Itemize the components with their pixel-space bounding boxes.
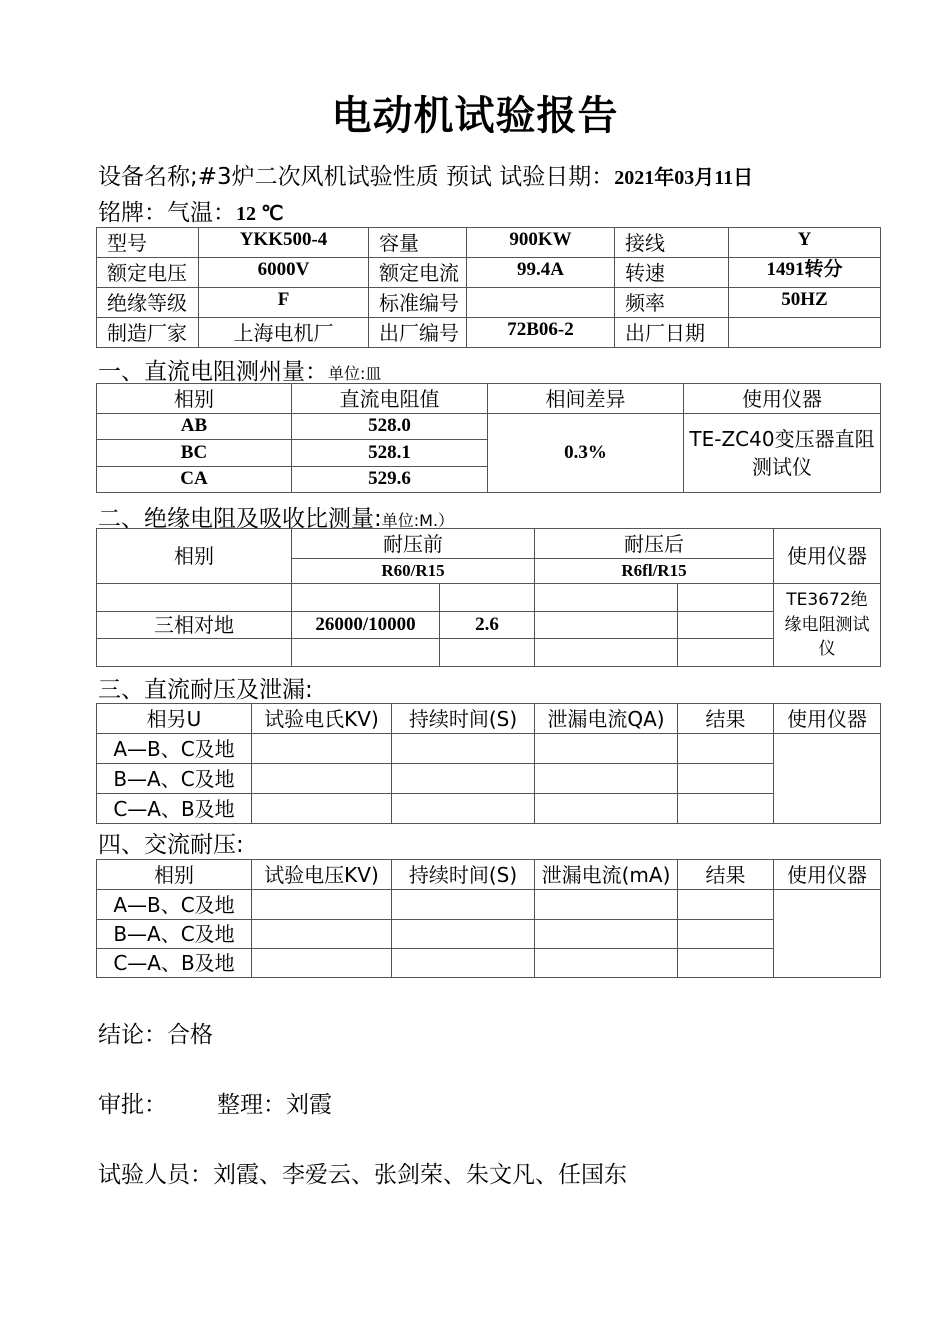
col-header: 耐压前	[292, 529, 535, 559]
difference-cell: 0.3%	[488, 414, 684, 493]
col-header: 相别	[97, 529, 292, 584]
col-header: 使用仪器	[774, 860, 881, 890]
phase-cell: B—A、C及地	[97, 764, 252, 794]
equipment-info: 设备名称;#3炉二次风机试验性质 预试 试验日期：	[98, 164, 615, 190]
section3-title: 三、直流耐压及泄漏:	[98, 677, 313, 703]
phase-cell: A—B、C及地	[97, 734, 252, 764]
np-value: 99.4A	[467, 258, 615, 288]
col-header: 相别	[97, 384, 292, 414]
test-date: 2021年03月11日	[614, 167, 754, 189]
np-value: 50HZ	[729, 288, 881, 318]
np-label: 接线	[615, 228, 729, 258]
np-label: 出厂日期	[615, 318, 729, 348]
np-value: Y	[729, 228, 881, 258]
np-label: 出厂编号	[369, 318, 467, 348]
col-header: 耐压后	[535, 529, 774, 559]
np-label: 容量	[369, 228, 467, 258]
np-value: 上海电机厂	[199, 318, 369, 348]
empty-cell	[440, 639, 535, 667]
section4-title: 四、交流耐压:	[98, 832, 244, 858]
col-header: 使用仪器	[774, 529, 881, 584]
empty-cell	[440, 584, 535, 612]
col-header: 试验电氏KV)	[252, 704, 392, 734]
empty-cell	[678, 584, 774, 612]
np-value: 72B06-2	[467, 318, 615, 348]
col-header: 泄漏电流(mA)	[535, 860, 678, 890]
approval-label: 审批：	[98, 1092, 167, 1118]
phase-cell: A—B、C及地	[97, 890, 252, 920]
absorption-ratio: 2.6	[440, 612, 535, 639]
np-value: 1491转分	[729, 258, 881, 288]
resistance-value: 26000/10000	[292, 612, 440, 639]
col-header: 直流电阻值	[292, 384, 488, 414]
dc-withstand-table	[96, 703, 881, 824]
resistance-cell: 528.0	[292, 414, 488, 440]
resistance-cell: 528.1	[292, 440, 488, 467]
np-label: 标准编号	[369, 288, 467, 318]
phase-cell: 三相对地	[97, 612, 292, 639]
np-value: 900KW	[467, 228, 615, 258]
temperature: 12 ℃	[236, 203, 284, 225]
report-title: 电动机试验报告	[331, 92, 619, 139]
np-value: F	[199, 288, 369, 318]
ratio-header: R60/R15	[292, 559, 535, 584]
np-label: 频率	[615, 288, 729, 318]
section1-title: 一、直流电阻测州量：单位:皿	[98, 359, 382, 385]
insulation-table	[96, 528, 881, 667]
phase-cell: B—A、C及地	[97, 920, 252, 949]
empty-cell	[97, 584, 292, 612]
organizer: 整理：刘霞	[217, 1092, 332, 1118]
empty-cell	[292, 584, 440, 612]
np-label: 额定电流	[369, 258, 467, 288]
ac-withstand-table	[96, 859, 881, 978]
np-label: 制造厂家	[97, 318, 199, 348]
empty-cell	[535, 584, 678, 612]
nameplate-temp-label: 铭牌：气温：	[98, 200, 236, 226]
empty-cell	[535, 612, 678, 639]
np-label: 绝缘等级	[97, 288, 199, 318]
resistance-cell: 529.6	[292, 467, 488, 493]
col-header: 泄漏电流QA)	[535, 704, 678, 734]
col-header: 使用仪器	[684, 384, 881, 414]
header-line-2	[98, 194, 283, 227]
testers: 试验人员：刘霞、李爱云、张剑荣、朱文凡、任国东	[98, 1162, 627, 1188]
col-header: 持续时间(S)	[392, 860, 535, 890]
np-value	[729, 318, 881, 348]
np-value	[467, 288, 615, 318]
empty-cell	[97, 639, 292, 667]
nameplate-table	[96, 227, 881, 348]
np-label: 额定电压	[97, 258, 199, 288]
phase-cell: AB	[97, 414, 292, 440]
empty-cell	[535, 639, 678, 667]
dc-resistance-table	[96, 383, 881, 493]
empty-cell	[678, 612, 774, 639]
col-header: 试验电压KV)	[252, 860, 392, 890]
phase-cell: CA	[97, 467, 292, 493]
phase-cell: C—A、B及地	[97, 949, 252, 978]
instrument-cell: TE-ZC40变压器直阻测试仪	[684, 414, 881, 493]
empty-cell	[678, 639, 774, 667]
header-line-1	[98, 158, 753, 191]
col-header: 结果	[678, 704, 774, 734]
np-label: 型号	[97, 228, 199, 258]
instrument-cell	[774, 734, 881, 824]
col-header: 使用仪器	[774, 704, 881, 734]
np-label: 转速	[615, 258, 729, 288]
phase-cell: C—A、B及地	[97, 794, 252, 824]
phase-cell: BC	[97, 440, 292, 467]
np-value: 6000V	[199, 258, 369, 288]
approval-line	[98, 1086, 332, 1119]
instrument-cell	[774, 890, 881, 978]
np-value: YKK500-4	[199, 228, 369, 258]
empty-cell	[292, 639, 440, 667]
section1-unit: 单位:皿	[328, 364, 382, 383]
ratio-header: R6fl/R15	[535, 559, 774, 584]
col-header: 结果	[678, 860, 774, 890]
section2-unit: 单位:M.）	[381, 511, 455, 530]
section2-title: 二、绝缘电阻及吸收比测量:单位:M.）	[98, 506, 455, 532]
conclusion: 结论：合格	[98, 1022, 213, 1048]
col-header: 相别	[97, 860, 252, 890]
instrument-cell: TE3672绝缘电阻测试仪	[774, 584, 881, 667]
col-header: 相间差异	[488, 384, 684, 414]
col-header: 相另U	[97, 704, 252, 734]
col-header: 持续时间(S)	[392, 704, 535, 734]
